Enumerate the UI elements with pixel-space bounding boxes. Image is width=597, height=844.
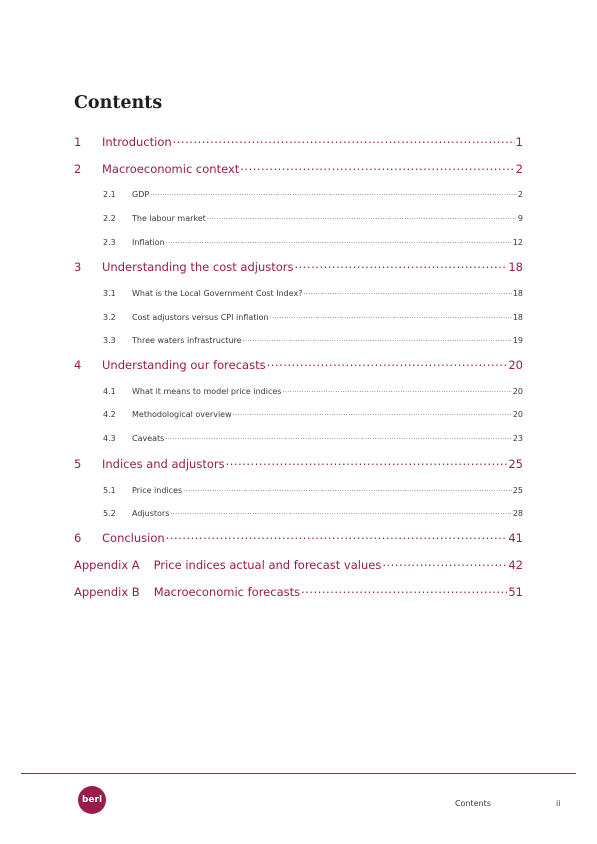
- toc-entry-label: Three waters infrastructure: [132, 336, 242, 345]
- toc-entry-page: 42: [508, 557, 523, 572]
- toc-entry-page: 25: [512, 486, 523, 495]
- toc-entry-2[interactable]: [74, 161, 523, 176]
- dot-leader: [233, 409, 512, 417]
- toc-entry-page: 20: [512, 410, 523, 419]
- toc-entry-number: 1: [74, 134, 82, 149]
- toc-entry-3-3[interactable]: [74, 335, 523, 345]
- dot-leader: [166, 530, 508, 542]
- dot-leader: [150, 189, 517, 197]
- toc-entry-page: 19: [512, 336, 523, 345]
- toc-entry-2-1[interactable]: [74, 189, 523, 199]
- dot-leader: [226, 456, 508, 468]
- toc-entry-appendix-a[interactable]: [74, 557, 523, 572]
- toc-entry-2-3[interactable]: [74, 237, 523, 247]
- logo-text: berl: [81, 795, 103, 805]
- dot-leader: [166, 237, 512, 245]
- toc-entry-label: Macroeconomic forecasts: [153, 584, 301, 599]
- toc-entry-page: 25: [508, 456, 523, 471]
- toc-entry-page: 9: [517, 214, 523, 223]
- page-title: Contents: [74, 93, 163, 113]
- toc-entry-label: Understanding the cost adjustors: [102, 259, 294, 274]
- toc-entry-5-1[interactable]: [74, 485, 523, 495]
- toc-entry-number: 4: [74, 357, 82, 372]
- toc-entry-label: Inflation: [132, 238, 165, 247]
- toc-entry-page: 2: [517, 190, 523, 199]
- toc-entry-number: 3.1: [103, 289, 116, 298]
- toc-entry-page: 2: [515, 161, 523, 176]
- toc-entry-number: 5.1: [103, 486, 116, 495]
- dot-leader: [173, 134, 515, 146]
- dot-leader: [165, 433, 511, 441]
- toc-entry-number: 4.2: [103, 410, 116, 419]
- dot-leader: [267, 357, 508, 369]
- toc-entry-2-2[interactable]: [74, 213, 523, 223]
- toc-entry-number: 2.3: [103, 238, 116, 247]
- toc-entry-4-1[interactable]: [74, 386, 523, 396]
- toc-entry-number: 3: [74, 259, 82, 274]
- toc-entry-4[interactable]: [74, 357, 523, 372]
- toc-entry-page: 18: [512, 289, 523, 298]
- toc-entry-label: GDP: [132, 190, 150, 199]
- toc-entry-number: 3.3: [103, 336, 116, 345]
- toc-entry-number: 4.3: [103, 434, 116, 443]
- toc-entry-number: 4.1: [103, 387, 116, 396]
- dot-leader: [382, 557, 507, 569]
- toc-entry-page: 20: [508, 357, 523, 372]
- toc-entry-number: 2.2: [103, 214, 116, 223]
- toc-entry-3-1[interactable]: [74, 288, 523, 298]
- dot-leader: [301, 584, 507, 596]
- toc-entry-page: 41: [508, 530, 523, 545]
- toc-entry-label: The labour market: [132, 214, 206, 223]
- toc-entry-1[interactable]: [74, 134, 523, 149]
- toc-entry-page: 18: [512, 313, 523, 322]
- toc-entry-page: 20: [512, 387, 523, 396]
- toc-entry-page: 51: [508, 584, 523, 599]
- footer-section-label: Contents: [455, 799, 491, 808]
- toc-entry-label: Conclusion: [102, 530, 165, 545]
- dot-leader: [170, 508, 511, 516]
- berl-logo: [78, 786, 106, 814]
- toc-entry-5[interactable]: [74, 456, 523, 471]
- toc-entry-label: Caveats: [132, 434, 165, 443]
- toc-entry-number: 5.2: [103, 509, 116, 518]
- toc-entry-3[interactable]: [74, 259, 523, 274]
- toc-entry-3-2[interactable]: [74, 312, 523, 322]
- footer-page-number: ii: [556, 799, 561, 808]
- dot-leader: [270, 312, 512, 320]
- toc-entry-label: What is the Local Government Cost Index?: [132, 289, 303, 298]
- toc-entry-label: Cost adjustors versus CPI inflation: [132, 313, 269, 322]
- toc-entry-page: 28: [512, 509, 523, 518]
- dot-leader: [295, 259, 508, 271]
- toc-entry-page: 12: [512, 238, 523, 247]
- toc-entry-5-2[interactable]: [74, 508, 523, 518]
- toc-entry-number: 2: [74, 161, 82, 176]
- dot-leader: [207, 213, 517, 221]
- toc-entry-label: Understanding our forecasts: [102, 357, 266, 372]
- toc-entry-number: 6: [74, 530, 82, 545]
- toc-entry-number: Appendix B: [74, 584, 140, 599]
- dot-leader: [303, 288, 511, 296]
- dot-leader: [183, 485, 512, 493]
- toc-entry-label: Methodological overview: [132, 410, 232, 419]
- dot-leader: [240, 161, 514, 173]
- toc-entry-page: 18: [508, 259, 523, 274]
- toc-entry-number: 5: [74, 456, 82, 471]
- toc-entry-number: 3.2: [103, 313, 116, 322]
- toc-entry-number: Appendix A: [74, 557, 140, 572]
- toc-entry-number: 2.1: [103, 190, 116, 199]
- toc-entry-label: Macroeconomic context: [102, 161, 240, 176]
- dot-leader: [282, 386, 511, 394]
- toc-entry-label: Price indices actual and forecast values: [153, 557, 382, 572]
- footer-divider: [21, 773, 576, 774]
- toc-entry-page: 23: [512, 434, 523, 443]
- toc-entry-label: Price indices: [132, 486, 183, 495]
- toc-entry-label: What it means to model price indices: [132, 387, 282, 396]
- toc-entry-label: Indices and adjustors: [102, 456, 225, 471]
- toc-entry-label: Adjustors: [132, 509, 170, 518]
- toc-entry-4-2[interactable]: [74, 409, 523, 419]
- toc-entry-6[interactable]: [74, 530, 523, 545]
- toc-entry-4-3[interactable]: [74, 433, 523, 443]
- toc-entry-label: Introduction: [102, 134, 172, 149]
- toc-entry-page: 1: [515, 134, 523, 149]
- dot-leader: [243, 335, 512, 343]
- toc-entry-appendix-b[interactable]: [74, 584, 523, 599]
